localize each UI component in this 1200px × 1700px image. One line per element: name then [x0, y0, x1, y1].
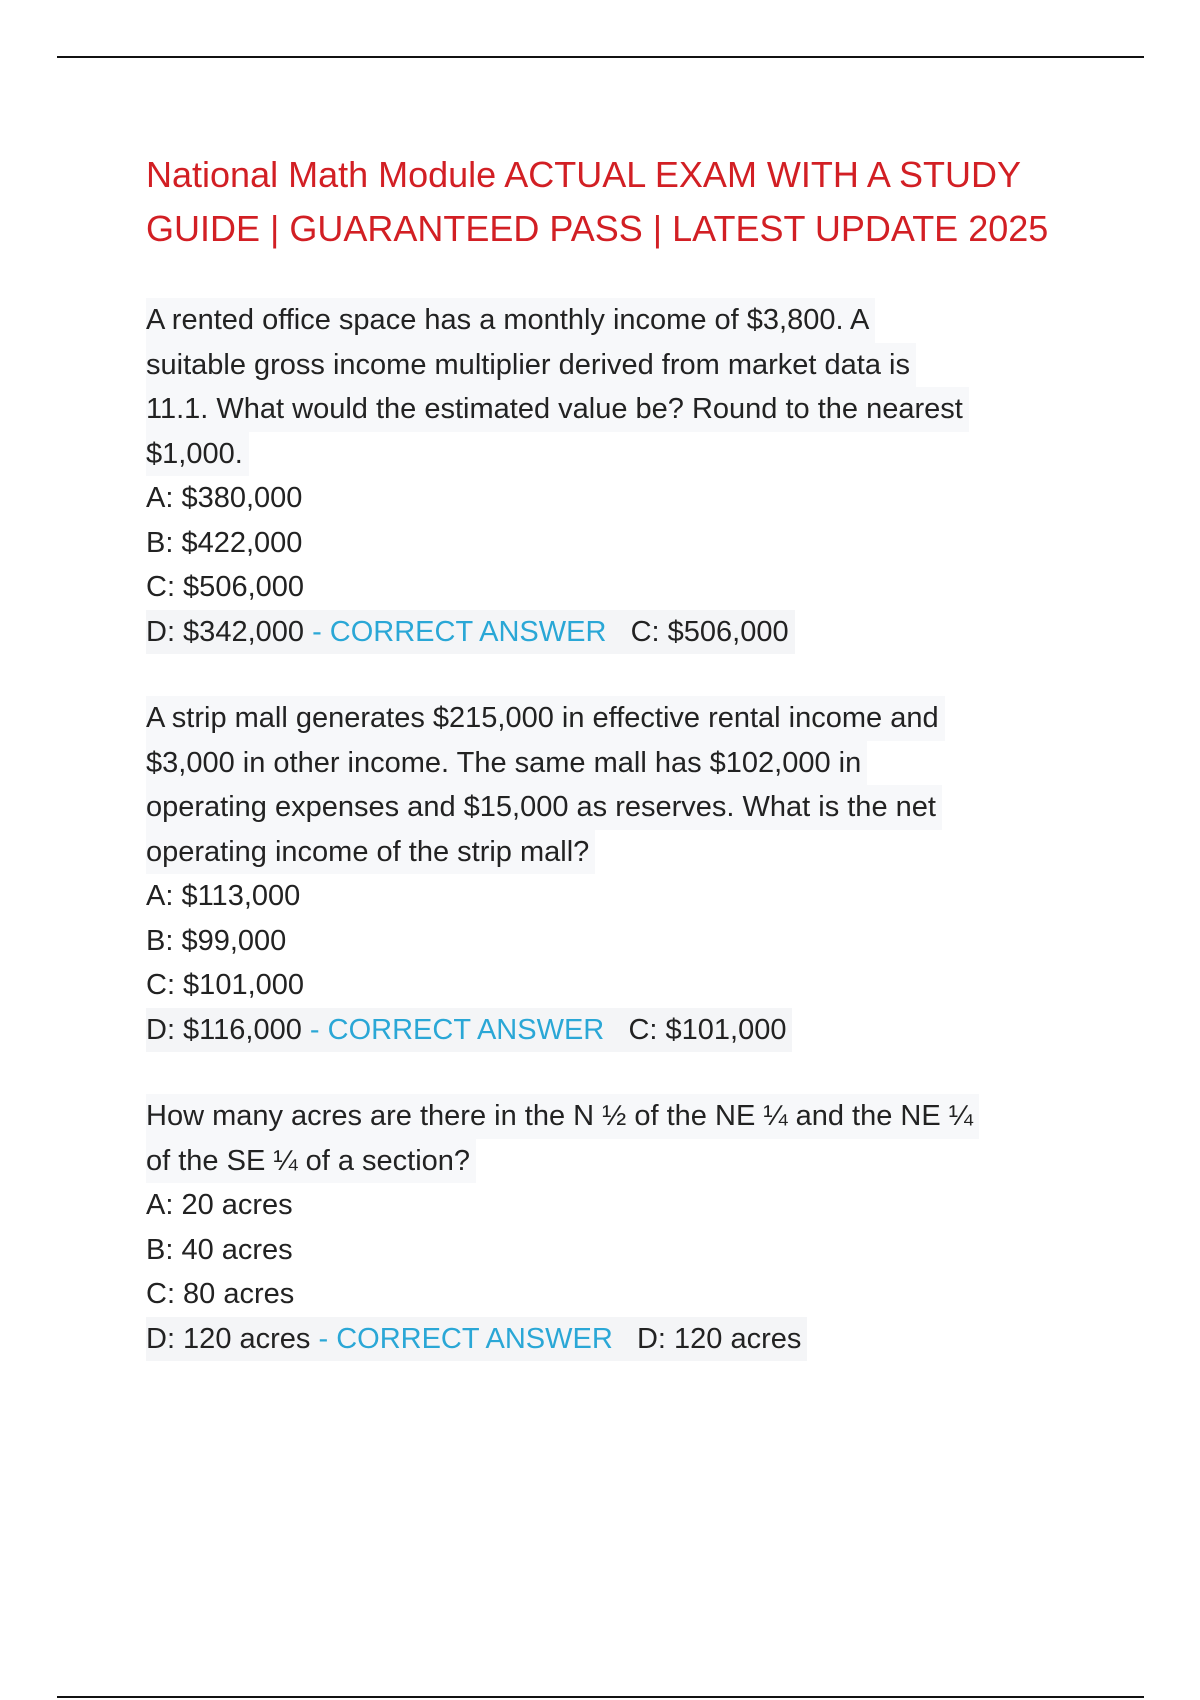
footer-rule [57, 1696, 1144, 1698]
question-text [146, 1094, 1096, 1183]
option-d-with-answer [146, 610, 795, 655]
question-3 [146, 1094, 1096, 1361]
option-a: A: $380,000 [146, 482, 303, 514]
header-rule [57, 56, 1144, 58]
option-a: A: $113,000 [146, 880, 301, 912]
option-c: C: $506,000 [146, 571, 305, 603]
option-b: B: 40 acres [146, 1233, 293, 1266]
question-text-line: A strip mall generates $215,000 in effective rental income and [146, 696, 945, 741]
option-d: D: $116,000 [146, 1013, 302, 1046]
correct-answer-label: - CORRECT ANSWER [310, 1322, 613, 1355]
correct-answer-value: D: 120 acres [636, 1322, 802, 1355]
option-b: B: $422,000 [146, 526, 303, 559]
question-text-line: 11.1. What would the estimated value be? Round to the nearest [146, 387, 969, 432]
question-text-line: operating income of the strip mall? [146, 830, 595, 875]
option-c: C: 80 acres [146, 1278, 295, 1310]
document-body [146, 148, 1096, 1403]
question-2 [146, 696, 1096, 1052]
title-line: GUIDE | GUARANTEED PASS | LATEST UPDATE 2025 [146, 208, 1049, 249]
correct-answer-value: C: $101,000 [628, 1013, 787, 1046]
option-d-with-answer [146, 1008, 792, 1053]
question-text [146, 298, 1096, 476]
question-1 [146, 298, 1096, 654]
question-text-line: How many acres are there in the N ½ of the NE ¼ and the NE ¼ [146, 1094, 979, 1139]
correct-answer-value: C: $506,000 [630, 615, 789, 648]
option-d: D: $342,000 [146, 615, 305, 648]
correct-answer-label: - CORRECT ANSWER [304, 615, 607, 648]
question-text-line: of the SE ¼ of a section? [146, 1139, 476, 1184]
question-text-line: $3,000 in other income. The same mall has $102,000 in [146, 741, 867, 786]
option-d: D: 120 acres [146, 1322, 311, 1355]
correct-answer-label: - CORRECT ANSWER [301, 1013, 605, 1046]
option-d-with-answer [146, 1317, 807, 1362]
option-b: B: $99,000 [146, 924, 287, 957]
page-title [146, 148, 1096, 256]
question-text-line: $1,000. [146, 432, 249, 477]
question-text [146, 696, 1096, 874]
question-text-line: A rented office space has a monthly income of $3,800. A [146, 298, 875, 343]
question-text-line: suitable gross income multiplier derived from market data is [146, 343, 916, 388]
question-text-line: operating expenses and $15,000 as reserves. What is the net [146, 785, 942, 830]
title-line: National Math Module ACTUAL EXAM WITH A STUDY [146, 154, 1021, 195]
option-a: A: 20 acres [146, 1189, 293, 1221]
option-c: C: $101,000 [146, 969, 305, 1001]
